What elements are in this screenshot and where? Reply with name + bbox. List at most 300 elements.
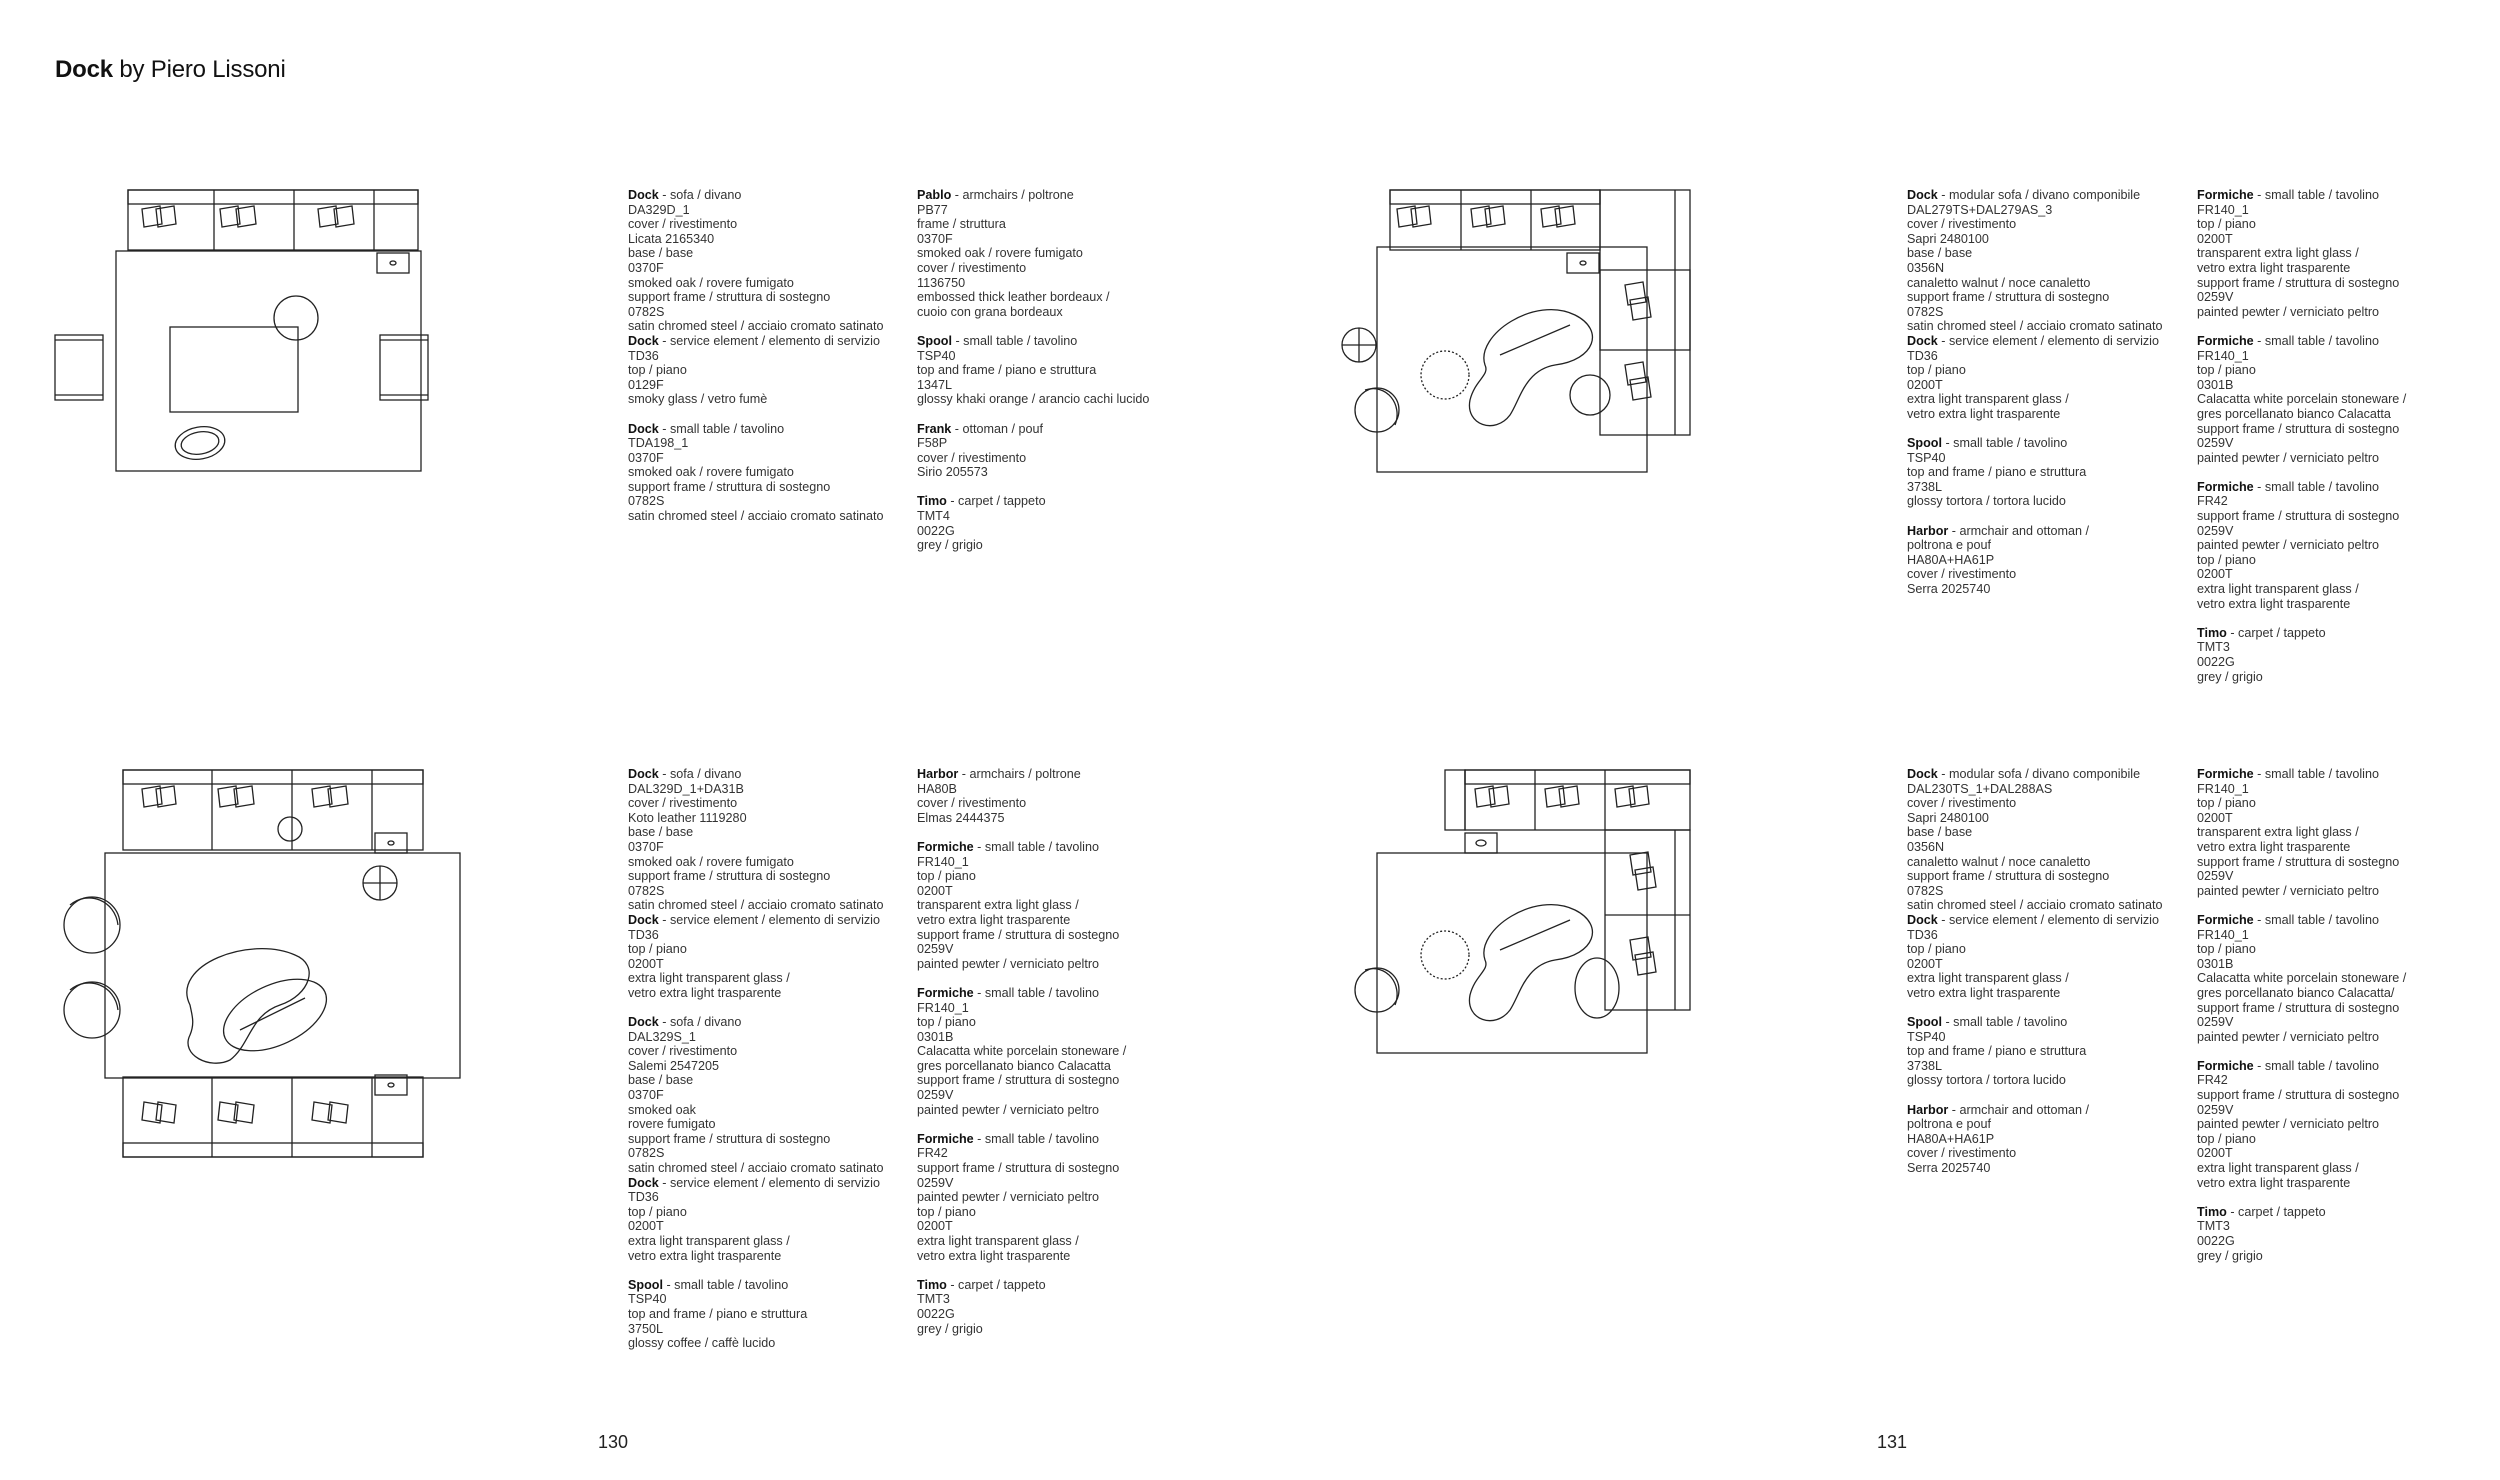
- spec-item: [2197, 188, 2406, 319]
- product-desc: - small table / tavolino: [2253, 188, 2379, 202]
- spec-line: FR140_1: [2197, 202, 2249, 217]
- spec-line: embossed thick leather bordeaux /: [917, 290, 1110, 305]
- spec-line: 3750L: [628, 1321, 664, 1336]
- spec-line: top / piano: [2197, 1131, 2256, 1146]
- spec-line: 0200T: [1907, 956, 1943, 971]
- spec-line: support frame / struttura di sostegno: [628, 869, 831, 884]
- spec-line: glossy tortora / tortora lucido: [1907, 494, 2066, 509]
- spec-line: Serra 2025740: [1907, 1161, 1991, 1176]
- spec-line: TSP40: [917, 348, 956, 363]
- spec-line: 0022G: [2197, 655, 2235, 669]
- spec-line: transparent extra light glass /: [2197, 246, 2359, 261]
- product-name: Frank: [917, 421, 952, 436]
- product-desc: - sofa / divano: [658, 767, 742, 781]
- spec-line: 0259V: [917, 1088, 954, 1103]
- spec-line: top / piano: [2197, 796, 2256, 811]
- spec-line: extra light transparent glass /: [2197, 582, 2359, 597]
- product-name: Spool: [1907, 436, 1942, 451]
- spec-line: 0370F: [628, 450, 664, 465]
- spec-line: Koto leather 1119280: [628, 810, 747, 825]
- product-desc: - small table / tavolino: [2253, 1058, 2379, 1073]
- spec-line: Salemi 2547205: [628, 1058, 720, 1073]
- spec-item: [628, 334, 884, 407]
- product-desc: - small table / tavolino: [2253, 333, 2379, 348]
- spec-line: FR140_1: [2197, 927, 2249, 942]
- spec-line: cover / rivestimento: [917, 260, 1027, 275]
- spec-line: grey / grigio: [917, 538, 983, 553]
- spec-line: cover / rivestimento: [628, 1044, 738, 1059]
- spec-line: TSP40: [1907, 450, 1946, 465]
- spec-line: support frame / struttura di sostegno: [2197, 854, 2400, 869]
- spec-line: 0259V: [2197, 290, 2234, 305]
- spec-item: [917, 1132, 1126, 1263]
- spec-item: [917, 494, 1149, 552]
- spec-item: [628, 1278, 884, 1351]
- spec-line: grey / grigio: [2197, 669, 2263, 684]
- spec-line: support frame / struttura di sostegno: [2197, 1088, 2400, 1103]
- spec-item: [2197, 334, 2406, 465]
- product-desc: - ottoman / pouf: [951, 421, 1044, 436]
- spec-line: painted pewter / verniciato peltro: [917, 1102, 1100, 1117]
- spec-line: 0200T: [2197, 231, 2233, 246]
- floor-plan-top-right: [1335, 185, 1775, 485]
- spec-line: extra light transparent glass /: [1907, 392, 2069, 407]
- spec-line: satin chromed steel / acciaio cromato satinato: [1907, 898, 2163, 913]
- spec-line: top / piano: [917, 869, 976, 884]
- spec-line: TD36: [628, 927, 659, 942]
- spec-line: support frame / struttura di sostegno: [1907, 869, 2110, 884]
- spec-line: TMT3: [917, 1292, 950, 1307]
- spec-line: cover / rivestimento: [1907, 796, 2017, 811]
- spec-line: 3738L: [1907, 479, 1943, 494]
- product-desc: - carpet / tappeto: [946, 494, 1046, 509]
- spec-line: top / piano: [2197, 217, 2256, 232]
- product-name: Timo: [917, 1277, 947, 1292]
- title-brand: Dock: [55, 56, 113, 83]
- spec-line: 0370F: [628, 1088, 664, 1103]
- spec-line: smoky glass / vetro fumè: [628, 392, 768, 407]
- spec-line: base / base: [1907, 825, 1973, 840]
- product-name: Harbor: [917, 767, 959, 781]
- spec-line: TMT4: [917, 509, 950, 524]
- spec-line: 0301B: [917, 1029, 954, 1044]
- spec-line: smoked oak / rovere fumigato: [628, 854, 794, 869]
- spec-item: [1907, 188, 2163, 334]
- product-name: Pablo: [917, 188, 952, 202]
- specs-top-right-col1: [1907, 188, 2163, 611]
- product-desc: - small table / tavolino: [951, 333, 1078, 348]
- spec-line: 1347L: [917, 377, 953, 392]
- spec-line: transparent extra light glass /: [917, 898, 1079, 913]
- spec-line: frame / struttura: [917, 217, 1006, 232]
- spec-line: 0782S: [1907, 883, 1944, 898]
- specs-bottom-right-col1: [1907, 767, 2163, 1190]
- spec-line: poltrona e pouf: [1907, 1117, 1992, 1132]
- spec-item: [917, 422, 1149, 480]
- spec-line: canaletto walnut / noce canaletto: [1907, 275, 2091, 290]
- spec-line: 0782S: [628, 1146, 665, 1161]
- product-desc: - small table / tavolino: [1941, 1015, 2068, 1030]
- product-name: Formiche: [2197, 1058, 2254, 1073]
- spec-line: poltrona e pouf: [1907, 538, 1992, 553]
- spec-line: vetro extra light trasparente: [2197, 839, 2351, 854]
- spec-line: 0259V: [2197, 1015, 2234, 1030]
- product-desc: - carpet / tappeto: [2226, 1204, 2326, 1219]
- spec-line: TMT3: [2197, 640, 2230, 655]
- page-title: [55, 56, 286, 84]
- spec-line: 0259V: [2197, 869, 2234, 884]
- spec-line: vetro extra light trasparente: [628, 985, 782, 1000]
- spec-line: satin chromed steel / acciaio cromato satinato: [628, 898, 884, 913]
- spec-line: 0022G: [917, 523, 955, 538]
- spec-line: gres porcellanato bianco Calacatta: [2197, 406, 2391, 421]
- spec-line: vetro extra light trasparente: [2197, 260, 2351, 275]
- spec-line: FR42: [2197, 1073, 2228, 1088]
- spec-line: top / piano: [917, 1015, 976, 1030]
- product-desc: - carpet / tappeto: [946, 1277, 1046, 1292]
- spec-line: grey / grigio: [917, 1321, 983, 1336]
- spec-line: HA80A+HA61P: [1907, 1131, 1995, 1146]
- spec-line: base / base: [628, 1073, 694, 1088]
- spec-line: 0200T: [2197, 810, 2233, 825]
- product-name: Dock: [1907, 333, 1938, 348]
- spec-item: [2197, 480, 2406, 611]
- spec-line: vetro extra light trasparente: [1907, 406, 2061, 421]
- spec-line: support frame / struttura di sostegno: [628, 290, 831, 305]
- spec-line: 0259V: [917, 1175, 954, 1190]
- spec-line: FR140_1: [2197, 781, 2249, 796]
- spec-line: support frame / struttura di sostegno: [2197, 275, 2400, 290]
- product-name: Dock: [1907, 767, 1938, 781]
- spec-item: [917, 986, 1126, 1117]
- spec-line: 0782S: [1907, 304, 1944, 319]
- spec-line: TMT3: [2197, 1219, 2230, 1234]
- spec-line: support frame / struttura di sostegno: [628, 1131, 831, 1146]
- product-name: Formiche: [2197, 912, 2254, 927]
- spec-line: painted pewter / verniciato peltro: [2197, 450, 2380, 465]
- spec-line: 0782S: [628, 883, 665, 898]
- spec-line: base / base: [628, 246, 694, 261]
- spec-line: 0200T: [917, 1219, 953, 1234]
- spec-line: cover / rivestimento: [917, 796, 1027, 811]
- product-desc: - small table / tavolino: [973, 985, 1099, 1000]
- spec-line: base / base: [1907, 246, 1973, 261]
- spec-line: 1136750: [917, 275, 966, 290]
- title-designer: by Piero Lissoni: [112, 56, 286, 83]
- spec-line: 0200T: [1907, 377, 1943, 392]
- spec-line: Calacatta white porcelain stoneware /: [917, 1044, 1127, 1059]
- floor-plan-bottom-left: [50, 765, 480, 1175]
- spec-line: top and frame / piano e struttura: [917, 363, 1097, 378]
- spec-item: [628, 767, 884, 913]
- spec-line: top / piano: [1907, 363, 1966, 378]
- spec-line: Sapri 2480100: [1907, 231, 1989, 246]
- spec-line: TSP40: [628, 1292, 667, 1307]
- spec-line: TDA198_1: [628, 436, 689, 451]
- spec-line: extra light transparent glass /: [2197, 1161, 2359, 1176]
- spec-line: vetro extra light trasparente: [2197, 1175, 2351, 1190]
- spec-item: [2197, 1059, 2406, 1190]
- spec-line: support frame / struttura di sostegno: [2197, 421, 2400, 436]
- spec-line: TD36: [1907, 348, 1938, 363]
- spec-line: top / piano: [2197, 942, 2256, 957]
- spec-line: painted pewter / verniciato peltro: [2197, 883, 2380, 898]
- page-number-left: 130: [598, 1432, 629, 1452]
- spec-line: smoked oak / rovere fumigato: [628, 275, 794, 290]
- spec-line: glossy coffee / caffè lucido: [628, 1336, 776, 1351]
- spec-line: Sapri 2480100: [1907, 810, 1989, 825]
- spec-line: Licata 2165340: [628, 231, 715, 246]
- spec-line: support frame / struttura di sostegno: [917, 927, 1120, 942]
- product-name: Timo: [2197, 1204, 2227, 1219]
- spec-line: Serra 2025740: [1907, 582, 1991, 597]
- product-name: Timo: [917, 494, 947, 509]
- spec-line: TD36: [628, 1190, 659, 1205]
- specs-bottom-right-col2: [2197, 767, 2406, 1278]
- spec-line: satin chromed steel / acciaio cromato satinato: [628, 319, 884, 334]
- spec-line: Calacatta white porcelain stoneware /: [2197, 971, 2407, 986]
- spec-line: top and frame / piano e struttura: [628, 1306, 808, 1321]
- page-number-right: 131: [1877, 1432, 1908, 1452]
- product-name: Dock: [628, 1175, 659, 1190]
- spec-line: FR140_1: [917, 854, 969, 869]
- spec-line: top / piano: [2197, 363, 2256, 378]
- spec-line: top / piano: [628, 363, 687, 378]
- spec-line: 0356N: [1907, 839, 1945, 854]
- spec-line: 0356N: [1907, 260, 1945, 275]
- product-name: Formiche: [917, 985, 974, 1000]
- spec-line: 0022G: [2197, 1234, 2235, 1248]
- specs-bottom-left-col2: [917, 767, 1126, 1351]
- spec-line: grey / grigio: [2197, 1248, 2263, 1263]
- spec-line: top and frame / piano e struttura: [1907, 1044, 2087, 1059]
- spec-item: [628, 913, 884, 1001]
- spec-line: top / piano: [628, 1204, 687, 1219]
- spec-line: Elmas 2444375: [917, 810, 1005, 825]
- product-name: Formiche: [2197, 188, 2254, 202]
- product-name: Dock: [1907, 912, 1938, 927]
- product-name: Formiche: [2197, 333, 2254, 348]
- spec-line: painted pewter / verniciato peltro: [2197, 1029, 2380, 1044]
- spec-item: [917, 767, 1126, 825]
- spec-line: smoked oak / rovere fumigato: [917, 246, 1083, 261]
- spec-item: [917, 840, 1126, 971]
- spec-line: extra light transparent glass /: [917, 1234, 1079, 1248]
- spec-line: painted pewter / verniciato peltro: [2197, 538, 2380, 553]
- product-desc: - service element / elemento di servizio: [658, 333, 880, 348]
- spec-line: satin chromed steel / acciaio cromato satinato: [628, 509, 884, 524]
- product-desc: - service element / elemento di servizio: [1937, 333, 2159, 348]
- spec-line: Sirio 205573: [917, 465, 988, 480]
- spec-line: glossy tortora / tortora lucido: [1907, 1073, 2066, 1088]
- spec-line: cuoio con grana bordeaux: [917, 304, 1063, 319]
- spec-line: support frame / struttura di sostegno: [2197, 509, 2400, 524]
- spec-line: 0259V: [2197, 1102, 2234, 1117]
- product-desc: - small table / tavolino: [973, 1131, 1099, 1146]
- spec-item: [1907, 436, 2163, 509]
- spec-line: support frame / struttura di sostegno: [917, 1161, 1120, 1176]
- spec-line: 0259V: [2197, 523, 2234, 538]
- product-name: Timo: [2197, 625, 2227, 640]
- spec-line: vetro extra light trasparente: [1907, 985, 2061, 1000]
- product-name: Dock: [1907, 188, 1938, 202]
- spec-item: [628, 1176, 884, 1264]
- spec-line: painted pewter / verniciato peltro: [917, 956, 1100, 971]
- spec-line: 3738L: [1907, 1058, 1943, 1073]
- spec-line: smoked oak / rovere fumigato: [628, 465, 794, 480]
- spec-line: vetro extra light trasparente: [917, 1248, 1071, 1263]
- spec-item: [628, 188, 884, 334]
- spec-line: 0370F: [628, 260, 664, 275]
- spec-line: FR140_1: [2197, 348, 2249, 363]
- spec-line: HA80A+HA61P: [1907, 552, 1995, 567]
- spec-line: top / piano: [1907, 942, 1966, 957]
- spec-item: [1907, 767, 2163, 913]
- product-desc: - armchairs / poltrone: [951, 188, 1074, 202]
- product-name: Spool: [628, 1277, 663, 1292]
- product-desc: - small table / tavolino: [2253, 767, 2379, 781]
- product-name: Spool: [1907, 1015, 1942, 1030]
- spec-item: [2197, 913, 2406, 1044]
- floor-plan-top-left: [50, 185, 480, 485]
- spec-line: 0370F: [917, 231, 953, 246]
- spec-line: FR42: [2197, 494, 2228, 509]
- spec-line: TSP40: [1907, 1029, 1946, 1044]
- spec-item: [1907, 913, 2163, 1001]
- specs-top-left-col2: [917, 188, 1149, 567]
- spec-line: canaletto walnut / noce canaletto: [1907, 854, 2091, 869]
- product-desc: - service element / elemento di servizio: [658, 1175, 880, 1190]
- spec-item: [2197, 1205, 2406, 1263]
- spec-line: 0259V: [917, 942, 954, 957]
- spec-item: [917, 334, 1149, 407]
- product-name: Dock: [628, 1015, 659, 1030]
- product-name: Formiche: [2197, 767, 2254, 781]
- product-desc: - carpet / tappeto: [2226, 625, 2326, 640]
- spec-line: 0301B: [2197, 377, 2234, 392]
- spec-item: [1907, 1015, 2163, 1088]
- spec-item: [628, 1015, 884, 1176]
- spec-line: 0782S: [628, 494, 665, 509]
- spec-line: 0782S: [628, 304, 665, 319]
- product-name: Formiche: [917, 1131, 974, 1146]
- spec-line: smoked oak: [628, 1102, 696, 1117]
- spec-line: F58P: [917, 436, 948, 451]
- spec-line: vetro extra light trasparente: [917, 912, 1071, 927]
- spec-line: support frame / struttura di sostegno: [1907, 290, 2110, 305]
- spec-line: DAL329D_1+DA31B: [628, 781, 744, 796]
- spec-item: [1907, 1103, 2163, 1176]
- spec-line: cover / rivestimento: [1907, 217, 2017, 232]
- spec-line: extra light transparent glass /: [628, 971, 790, 986]
- spec-line: 0200T: [2197, 567, 2233, 582]
- product-desc: - armchair and ottoman /: [1948, 523, 2089, 538]
- spec-line: FR140_1: [917, 1000, 969, 1015]
- spec-line: support frame / struttura di sostegno: [2197, 1000, 2400, 1015]
- spec-line: DAL230TS_1+DAL288AS: [1907, 781, 2053, 796]
- spec-line: extra light transparent glass /: [628, 1234, 790, 1248]
- product-name: Formiche: [917, 839, 974, 854]
- product-desc: - modular sofa / divano componibile: [1937, 767, 2141, 781]
- product-desc: - modular sofa / divano componibile: [1937, 188, 2141, 202]
- spec-line: 0200T: [917, 883, 953, 898]
- specs-top-left-col1: [628, 188, 884, 538]
- product-desc: - armchairs / poltrone: [958, 767, 1081, 781]
- spec-line: painted pewter / verniciato peltro: [2197, 304, 2380, 319]
- spec-line: support frame / struttura di sostegno: [917, 1073, 1120, 1088]
- spec-item: [917, 1278, 1126, 1336]
- product-name: Spool: [917, 333, 952, 348]
- product-name: Formiche: [2197, 479, 2254, 494]
- spec-line: 0200T: [2197, 1146, 2233, 1161]
- product-name: Dock: [628, 188, 659, 202]
- floor-plan-bottom-right: [1335, 765, 1775, 1065]
- spec-line: support frame / struttura di sostegno: [628, 479, 831, 494]
- spec-item: [2197, 626, 2406, 684]
- spec-line: gres porcellanato bianco Calacatta: [917, 1058, 1111, 1073]
- spec-line: vetro extra light trasparente: [2197, 596, 2351, 611]
- spec-line: painted pewter / verniciato peltro: [2197, 1117, 2380, 1132]
- product-name: Dock: [628, 333, 659, 348]
- spec-line: 0022G: [917, 1306, 955, 1321]
- spec-line: 0200T: [628, 1219, 664, 1234]
- product-desc: - service element / elemento di servizio: [1937, 912, 2159, 927]
- product-name: Dock: [628, 421, 659, 436]
- spec-line: PB77: [917, 202, 948, 217]
- product-desc: - small table / tavolino: [658, 421, 785, 436]
- spec-item: [628, 422, 884, 524]
- spec-line: base / base: [628, 825, 694, 840]
- spec-line: DA329D_1: [628, 202, 690, 217]
- spec-line: TD36: [628, 348, 659, 363]
- spec-line: cover / rivestimento: [917, 450, 1027, 465]
- product-desc: - small table / tavolino: [662, 1277, 789, 1292]
- spec-line: 0129F: [628, 377, 664, 392]
- spec-line: 0301B: [2197, 956, 2234, 971]
- spec-line: glossy khaki orange / arancio cachi lucido: [917, 392, 1150, 407]
- product-name: Harbor: [1907, 1102, 1949, 1117]
- spec-line: cover / rivestimento: [1907, 1146, 2017, 1161]
- spec-line: extra light transparent glass /: [1907, 971, 2069, 986]
- spec-line: top and frame / piano e struttura: [1907, 465, 2087, 480]
- product-name: Harbor: [1907, 523, 1949, 538]
- product-desc: - sofa / divano: [658, 188, 742, 202]
- product-desc: - small table / tavolino: [2253, 912, 2379, 927]
- spec-item: [1907, 524, 2163, 597]
- spec-line: top / piano: [628, 942, 687, 957]
- spec-line: satin chromed steel / acciaio cromato satinato: [628, 1161, 884, 1176]
- product-desc: - service element / elemento di servizio: [658, 912, 880, 927]
- specs-top-right-col2: [2197, 188, 2406, 699]
- spec-line: satin chromed steel / acciaio cromato satinato: [1907, 319, 2163, 334]
- product-desc: - small table / tavolino: [973, 839, 1099, 854]
- spec-line: Calacatta white porcelain stoneware /: [2197, 392, 2407, 407]
- spec-line: DAL279TS+DAL279AS_3: [1907, 202, 2053, 217]
- product-name: Dock: [628, 912, 659, 927]
- spec-line: vetro extra light trasparente: [628, 1248, 782, 1263]
- spec-line: TD36: [1907, 927, 1938, 942]
- product-desc: - small table / tavolino: [1941, 436, 2068, 451]
- spec-line: rovere fumigato: [628, 1117, 716, 1132]
- spec-item: [2197, 767, 2406, 898]
- spec-line: 0370F: [628, 839, 664, 854]
- spec-line: FR42: [917, 1146, 948, 1161]
- spec-line: 0259V: [2197, 436, 2234, 451]
- spec-line: 0200T: [628, 956, 664, 971]
- product-desc: - armchair and ottoman /: [1948, 1102, 2089, 1117]
- spec-line: transparent extra light glass /: [2197, 825, 2359, 840]
- spec-line: top / piano: [2197, 552, 2256, 567]
